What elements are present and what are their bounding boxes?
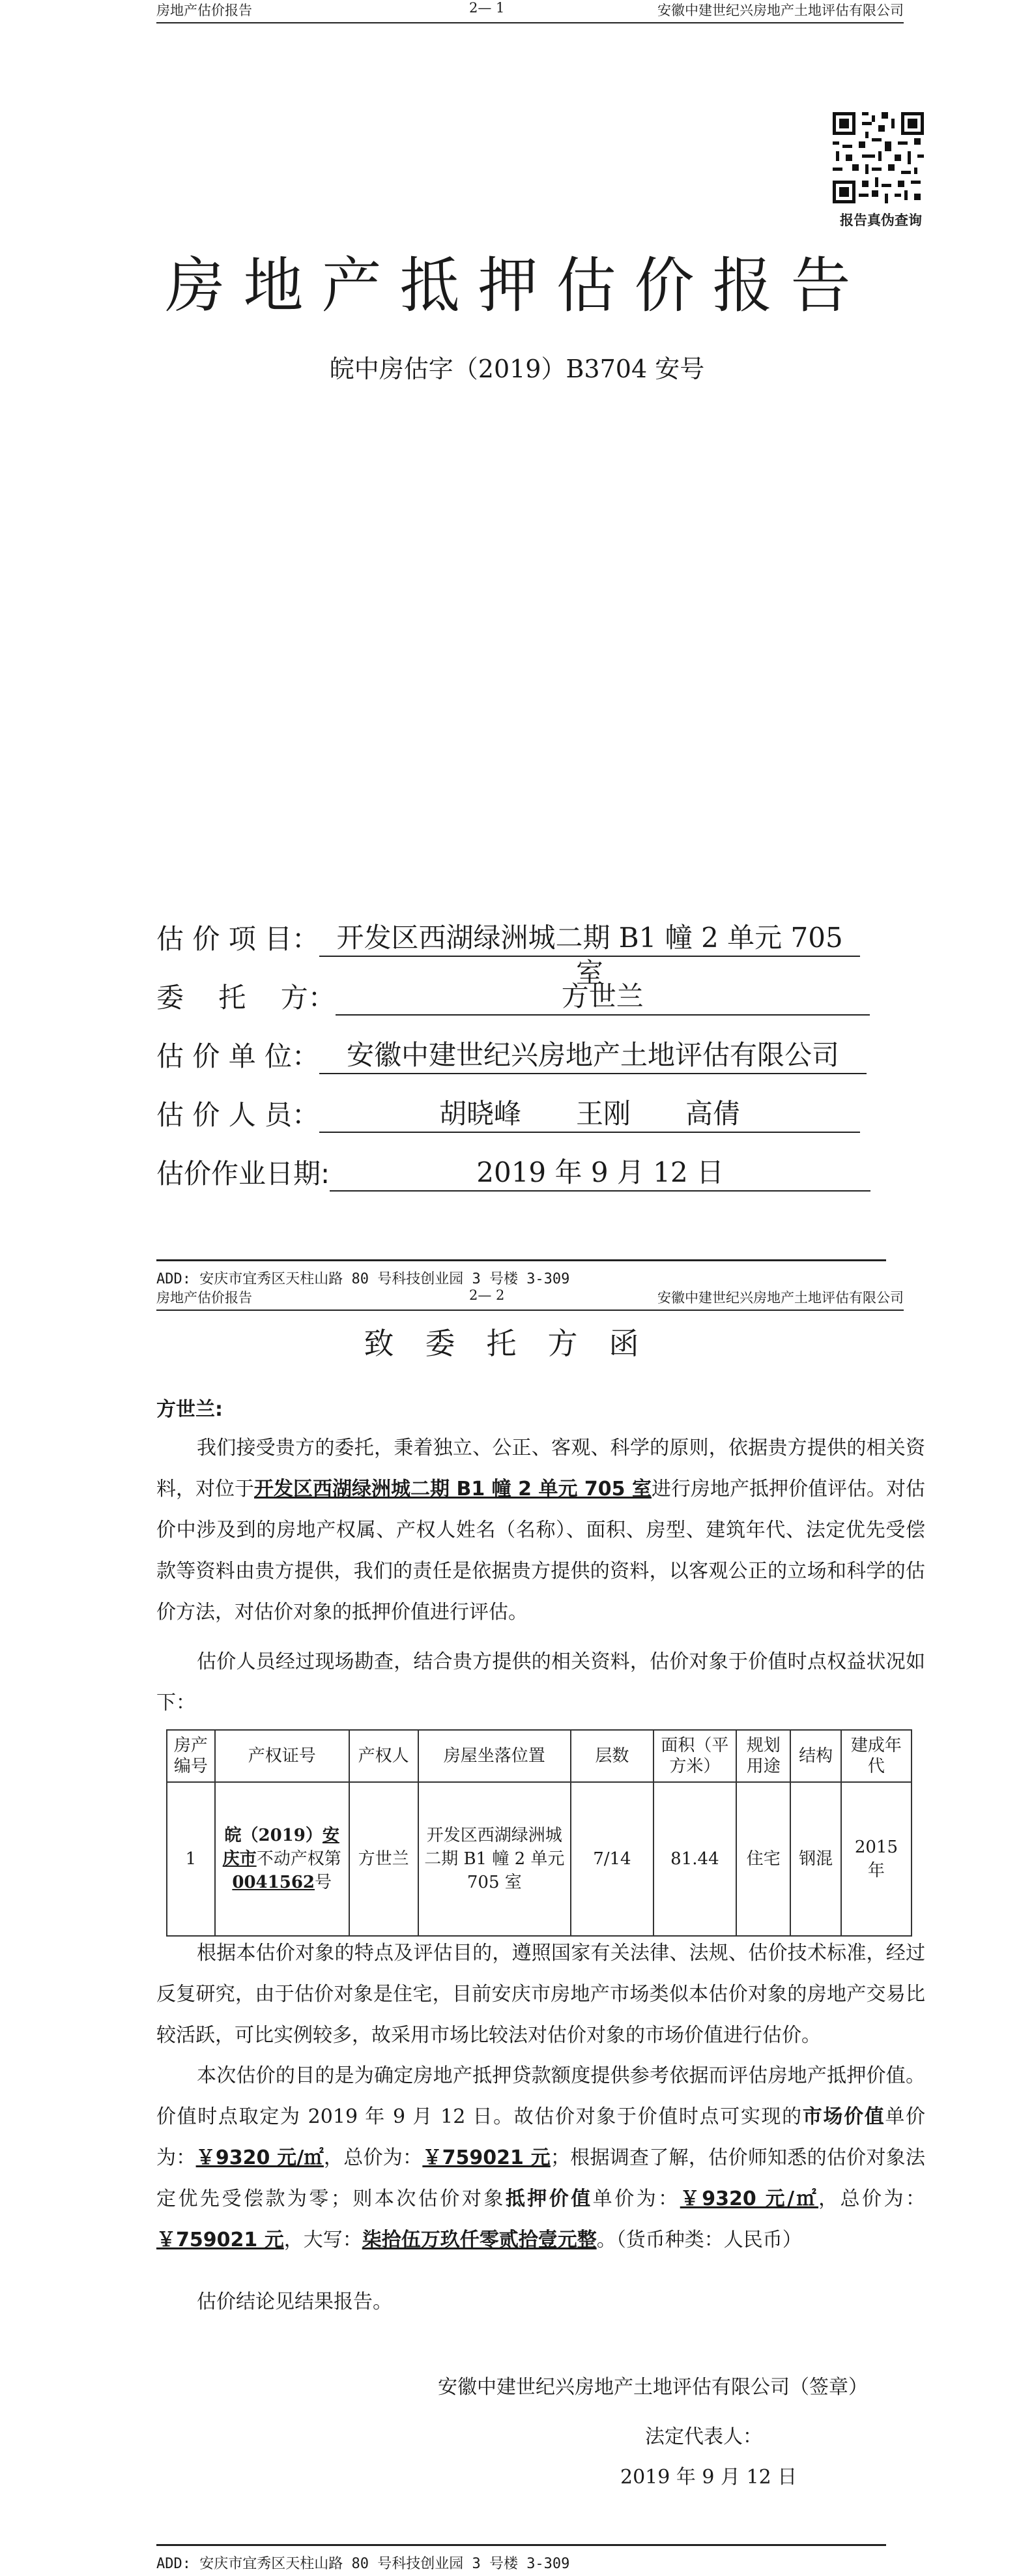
p1-property-address: 开发区西湖绿洲城二期 B1 幢 2 单元 705 室	[254, 1478, 652, 1500]
report-title: 房地产抵押估价报告	[165, 251, 869, 321]
cell-owner: 方世兰	[349, 1782, 418, 1936]
header-left: 房地产估价报告	[156, 3, 252, 18]
info-label: 估 价 单 位：	[156, 1040, 320, 1072]
p4-market-unit-price: ￥9320 元/㎡	[195, 2146, 324, 2169]
table-row	[167, 1782, 912, 1936]
cell-use: 住宅	[736, 1782, 790, 1936]
signature-date: 2019 年 9 月 12 日	[620, 2466, 797, 2489]
info-value: 安徽中建世纪兴房地产土地评估有限公司	[319, 1038, 867, 1074]
table-header-cell: 建成年代	[841, 1730, 912, 1782]
header-left: 房地产估价报告	[156, 1290, 252, 1306]
p4-text: ，总价为：	[818, 2188, 926, 2210]
cert-part-c: 不动产权第	[256, 1849, 341, 1869]
p4-amount-in-words: 柒拾伍万玖仟零贰拾壹元整	[362, 2229, 597, 2251]
table-header-cell: 层数	[571, 1730, 653, 1782]
signature-legal-rep: 法定代表人：	[645, 2425, 762, 2448]
p4-text: 。（货币种类：人民币）	[596, 2229, 802, 2251]
header-right: 安徽中建世纪兴房地产土地评估有限公司	[657, 1290, 904, 1306]
p4-market-total-price: ￥759021 元	[422, 2146, 551, 2169]
p4-market-value-label: 市场价值	[802, 2105, 885, 2128]
p4-mortgage-unit-price: ￥9320 元/㎡	[680, 2188, 819, 2210]
info-value: 方世兰	[336, 979, 870, 1016]
qr-code-icon	[833, 112, 924, 203]
p4-text: 本次估价的目的是为确定房地产抵押贷款额度提供参考依据而评估房地产抵押价值。价值时点取定为 2019 年 9 月 12 日。故估价对象于价值时点可实现的	[156, 2064, 925, 2128]
cell-location: 开发区西湖绿洲城二期 B1 幢 2 单元 705 室	[418, 1782, 571, 1936]
table-header-cell: 产权人	[349, 1730, 418, 1782]
info-label: 委 托 方：	[156, 982, 336, 1014]
page1-footer: ADD: 安庆市宜秀区天柱山路 80 号科技创业园 3 号楼 3-309	[156, 1259, 886, 1288]
paragraph-5: 估价结论见结果报告。	[197, 2291, 392, 2313]
info-value: 开发区西湖绿洲城二期 B1 幢 2 单元 705 室	[319, 920, 860, 957]
info-row-appraisers	[156, 1094, 860, 1133]
info-label: 估 价 人 员：	[156, 1099, 320, 1131]
paragraph-4	[156, 2055, 925, 2261]
table-header-row	[167, 1730, 912, 1782]
p4-text: ，大写：	[283, 2229, 362, 2251]
cell-no: 1	[167, 1782, 215, 1936]
paragraph-1	[156, 1427, 925, 1633]
p4-text: 单价为：	[592, 2188, 680, 2210]
signature-company: 安徽中建世纪兴房地产土地评估有限公司（签章）	[438, 2376, 868, 2399]
info-label: 估 价 项 目：	[156, 923, 320, 955]
p4-text: ，总价为：	[323, 2146, 423, 2169]
p1-text-a: 我们接受贵方的委托，秉着独立、公正、客观、科学的原则，依据贵方提供的相关资料，对位于	[156, 1437, 925, 1500]
info-value: 胡晓峰 王刚 高倩	[319, 1096, 860, 1133]
table-header-cell: 面积（平方米）	[653, 1730, 736, 1782]
header-page-number: 2— 2	[469, 1287, 505, 1303]
table-header-cell: 房产编号	[167, 1730, 215, 1782]
page2-header	[156, 1287, 904, 1311]
cert-part-d: 0041562	[232, 1873, 315, 1892]
table-header-cell: 产权证号	[215, 1730, 349, 1782]
addressee: 方世兰:	[156, 1398, 223, 1421]
p4-mortgage-total-price: ￥759021 元	[156, 2229, 284, 2251]
cert-part-a: 皖（2019）	[224, 1826, 323, 1845]
cell-area: 81.44	[653, 1782, 736, 1936]
page2-footer: ADD: 安庆市宜秀区天柱山路 80 号科技创业园 3 号楼 3-309	[156, 2544, 886, 2573]
cell-floors: 7/14	[571, 1782, 653, 1936]
table-header-cell: 规划用途	[736, 1730, 790, 1782]
info-row-project	[156, 918, 860, 989]
p4-text: 单价为：	[156, 2105, 926, 2169]
page1-header	[156, 0, 904, 23]
info-value: 2019 年 9 月 12 日	[330, 1155, 870, 1192]
qr-caption: 报告真伪查询	[840, 212, 922, 228]
rights-table	[166, 1729, 912, 1937]
header-page-number: 2— 1	[469, 0, 505, 16]
info-row-client	[156, 976, 870, 1016]
header-right: 安徽中建世纪兴房地产土地评估有限公司	[657, 3, 904, 18]
table-header-cell: 结构	[790, 1730, 841, 1782]
letter-title: 致委托方函	[364, 1326, 670, 1361]
p1-text-c: 进行房地产抵押价值评估。对估价中涉及到的房地产权属、产权人姓名（名称）、面积、房型、建筑年代、法定优先受偿款等资料由贵方提供，我们的责任是依据贵方提供的资料，以客观公正的立场和科学的估价方法，对估价对象的抵押价值进行评估。	[156, 1478, 926, 1624]
info-row-date	[156, 1152, 870, 1192]
cell-structure: 钢混	[790, 1782, 841, 1936]
document-number: 皖中房估字（2019）B3704 安号	[329, 355, 705, 383]
paragraph-3: 根据本估价对象的特点及评估目的，遵照国家有关法律、法规、估价技术标准，经过反复研究，由于估价对象是住宅，目前安庆市房地产市场类似本估价对象的房地产交易比较活跃，可比实例较多，故采用市场比较法对估价对象的市场价值进行估价。	[156, 1942, 925, 2047]
info-label: 估价作业日期:	[156, 1158, 330, 1190]
cert-part-b: 安庆市	[222, 1826, 339, 1869]
info-row-appraiser-org	[156, 1035, 867, 1074]
p4-mortgage-value-label: 抵押价值	[505, 2188, 593, 2210]
cert-part-e: 号	[315, 1873, 332, 1892]
table-header-cell: 房屋坐落位置	[418, 1730, 571, 1782]
cell-year: 2015 年	[841, 1782, 912, 1936]
paragraph-2: 估价人员经过现场勘查，结合贵方提供的相关资料，估价对象于价值时点权益状况如下：	[156, 1650, 925, 1714]
p4-text: ；根据调查了解，估价师知悉的估价对象法定优先受偿款为零；则本次估价对象	[156, 2146, 926, 2210]
cell-cert	[215, 1782, 349, 1936]
